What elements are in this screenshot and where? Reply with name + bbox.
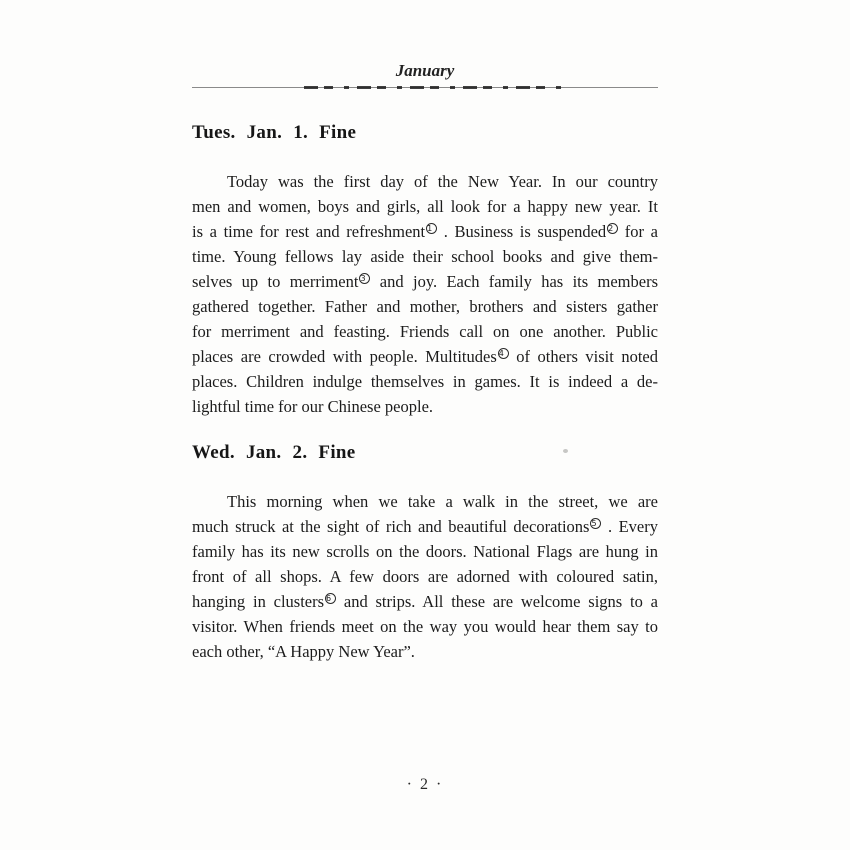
text-line: much struck at the sight of rich and beautiful decorations 5 . Every xyxy=(192,517,658,536)
text-line: gathered together. Father and mother, brothers and sisters gather xyxy=(192,297,658,316)
text-line: time. Young fellows lay aside their school books and give them- xyxy=(192,247,658,266)
text-line: is a time for rest and refreshment 1 . Business is suspended 2 for a xyxy=(192,222,658,241)
footnote-marker: 1 xyxy=(426,223,437,234)
footnote-marker: 3 xyxy=(359,273,370,284)
scan-dash-artifact xyxy=(304,86,566,89)
text-line: for merriment and feasting. Friends call on one another. Public xyxy=(192,322,658,341)
text-line: front of all shops. A few doors are adorned with coloured satin, xyxy=(192,567,658,586)
page-content xyxy=(192,0,658,664)
footnote-marker: 4 xyxy=(498,348,509,359)
text-line: family has its new scrolls on the doors. National Flags are hung in xyxy=(192,542,658,561)
text-line: This morning when we take a walk in the street, we are xyxy=(227,492,658,511)
entry-paragraph-jan-1 xyxy=(192,169,658,419)
text-line: places. Children indulge themselves in games. It is indeed a de- xyxy=(192,372,658,391)
text-line: each other, “A Happy New Year”. xyxy=(192,642,415,661)
entry-heading-jan-1: Tues. Jan. 1. Fine xyxy=(192,122,357,143)
scan-speck xyxy=(563,449,568,453)
text-line: Today was the first day of the New Year. In our country xyxy=(227,172,658,191)
footnote-marker: 5 xyxy=(590,518,601,529)
footnote-marker: 6 xyxy=(325,593,336,604)
running-head-month: January xyxy=(395,61,455,80)
entry-heading-jan-2: Wed. Jan. 2. Fine xyxy=(192,442,356,463)
text-line: lightful time for our Chinese people. xyxy=(192,397,434,416)
text-line: selves up to merriment 3 and joy. Each family has its members xyxy=(192,272,658,291)
page-number: · 2 · xyxy=(406,776,444,793)
text-line: hanging in clusters 6 and strips. All these are welcome signs to a xyxy=(192,592,658,611)
text-line: visitor. When friends meet on the way you would hear them say to xyxy=(192,617,658,636)
header-rule xyxy=(192,87,658,88)
diary-entry-jan-2 xyxy=(192,441,658,664)
entry-paragraph-jan-2 xyxy=(192,489,658,664)
text-line: men and women, boys and girls, all look for a happy new year. It xyxy=(192,197,658,216)
footnote-marker: 2 xyxy=(607,223,618,234)
text-line: places are crowded with people. Multitudes 4 of others visit noted xyxy=(192,347,658,366)
diary-entry-jan-1 xyxy=(192,121,658,419)
